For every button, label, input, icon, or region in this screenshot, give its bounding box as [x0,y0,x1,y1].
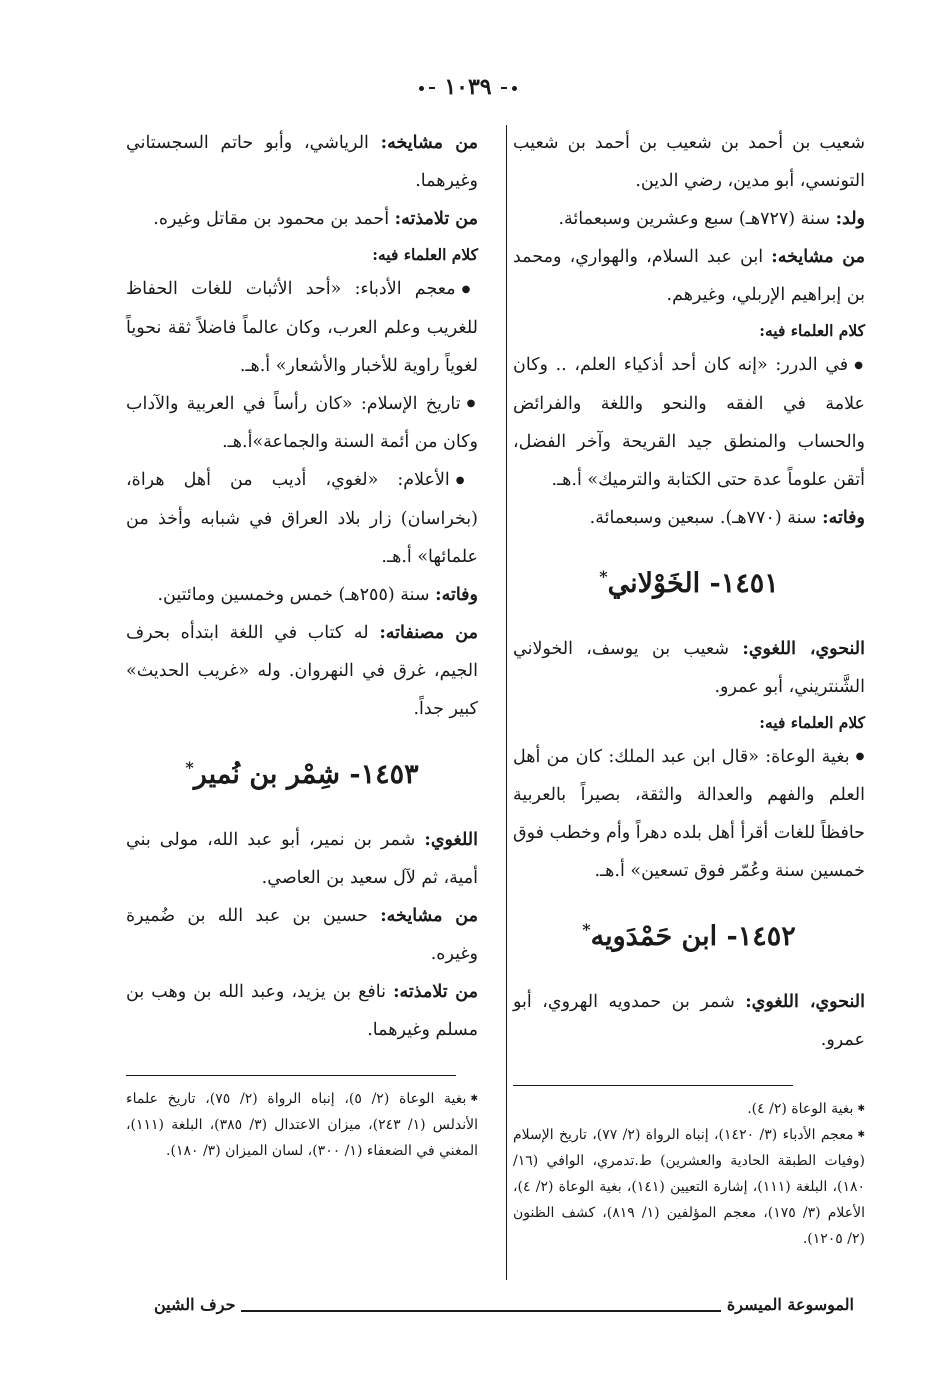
paragraph: وفاته: سنة (٧٧٠هـ). سبعين وسبعمائة. [589,507,865,528]
paragraph: ولد: سنة (٧٢٧هـ) سبع وعشرين وسبعمائة. [558,209,865,229]
paragraph: من مشايخه: الرياشي، وأبو حاتم السجستاني وغيرهما. [126,133,478,191]
paragraph: من مصنفاته: له كتاب في اللغة ابتدأه بحرف الجيم، غرق في النهروان. وله «غريب الحديث» كبير جداً. [126,622,479,719]
footnote: ✱ بغية الوعاة (٢/ ٤). [513,1096,865,1122]
section-header: كلام العلماء فيه: [372,245,478,264]
entry-title: ١٤٥١- الخَوْلاني* [599,566,779,599]
left-column [126,124,478,1164]
entry-title: ١٤٥٣- شِمْر بن نُمير* [185,757,419,790]
ornament-dash-icon [429,87,435,89]
footnote: ✱ بغية الوعاة (٢/ ٥)، إنباه الرواة (٢/ ٧٥)، تاريخ علماء الأندلس (١/ ٢٤٣)، ميزان الاعتدال (٣/ ٣٨٥)، البلغة (١١١)، المغني في الضعفاء (١/ ٣٠٠)، لسان الميزان (٣/ ١٨٠). [126,1086,478,1164]
quote-paragraph: ● في الدرر: «إنه كان أحد أذكياء العلم، .. وكان علامة في الفقه والنحو واللغة والفرائض والحساب والمنطق جيد القريحة وآخر الفضل، أتقن علوماً عدة حتى الكتابة والترميك» أ.هـ. [513,346,865,499]
paragraph: من مشايخه: ابن عبد السلام، والهواري، ومحمد بن إبراهيم الإربلي، وغيرهم. [513,247,865,305]
ornament-dot-icon [419,86,424,91]
footer-book-title: الموسوعة الميسرة [721,1294,860,1316]
footer-chapter-title: حرف الشين [148,1294,241,1316]
quote-paragraph: ● تاريخ الإسلام: «كان رأساً في العربية والآداب وكان من أئمة السنة والجماعة»أ.هـ. [126,385,478,462]
paragraph: من تلامذته: أحمد بن محمود بن مقاتل وغيره. [153,209,478,229]
ornament-dash-icon [501,87,507,89]
section-header: كلام العلماء فيه: [759,321,865,340]
footnote-separator [126,1075,456,1076]
paragraph: النحوي، اللغوي: شعيب بن يوسف، الخولاني الشَّنتريني، أبو عمرو. [513,638,865,697]
paragraph: وفاته: سنة (٢٥٥هـ) خمس وخمسين ومائتين. [157,584,478,605]
section-header: كلام العلماء فيه: [759,712,865,732]
paragraph: النحوي، اللغوي: شمر بن حمدويه الهروي، أبو عمرو. [513,992,865,1050]
paragraph: شعيب بن أحمد بن شعيب بن أحمد بن شعيب التونسي، أبو مدين، رضي الدين. [513,133,865,191]
ornament-dot-icon [512,86,517,91]
quote-paragraph: ● بغية الوعاة: «قال ابن عبد الملك: كان من أهل العلم والفهم والعدالة والثقة، بصيراً بالعربية حافظاً للغات أقرأ أهل بلده دهراً وأم وخطب فوق خمسين سنة وعُمّر فوق تسعين» أ.هـ. [513,738,865,891]
page-number [0,74,936,100]
page-footer [148,1294,860,1318]
footnote-separator [513,1085,793,1086]
right-column [513,124,865,1252]
quote-paragraph: ● معجم الأدباء: «أحد الأثبات للغات الحفاظ للغريب وعلم العرب، وكان عالماً فاضلاً ثقة نحوياً لغوياً راوية للأخبار والأشعار» أ.هـ. [126,270,478,385]
paragraph: من مشايخه: حسين بن عبد الله بن ضُميرة وغيره. [126,905,478,964]
column-divider [506,125,507,1280]
entry-title: ١٤٥٢- ابن حَمْدَويه* [582,920,796,952]
paragraph: من تلامذته: نافع بن يزيد، وعبد الله بن وهب بن مسلم وغيرهما. [126,981,478,1040]
footnote: ✱ معجم الأدباء (٣/ ١٤٢٠)، إنباه الرواة (٢/ ٧٧)، تاريخ الإسلام (وفيات الطبقة الحادية والعشرين) ط.تدمري، الوافي (١٦/ ١٨٠)، البلغة (١١١)، إشارة التعيين (١٤١)، بغية الوعاة (٢/ ٤)، الأعلام (٣/ ١٧٥)، معجم المؤلفين (١/ ٨١٩)، كشف الظنون (٢/ ١٢٠٥). [513,1122,865,1252]
quote-paragraph: ● الأعلام: «لغوي، أديب من أهل هراة، (بخراسان) زار بلاد العراق في شبابه وأخذ من علمائها» أ.هـ. [126,461,478,576]
paragraph: اللغوي: شمر بن نمير، أبو عبد الله، مولى بني أمية، ثم لآل سعيد بن العاصي. [126,829,478,888]
page-number-text: ١٠٣٩ [444,74,492,100]
